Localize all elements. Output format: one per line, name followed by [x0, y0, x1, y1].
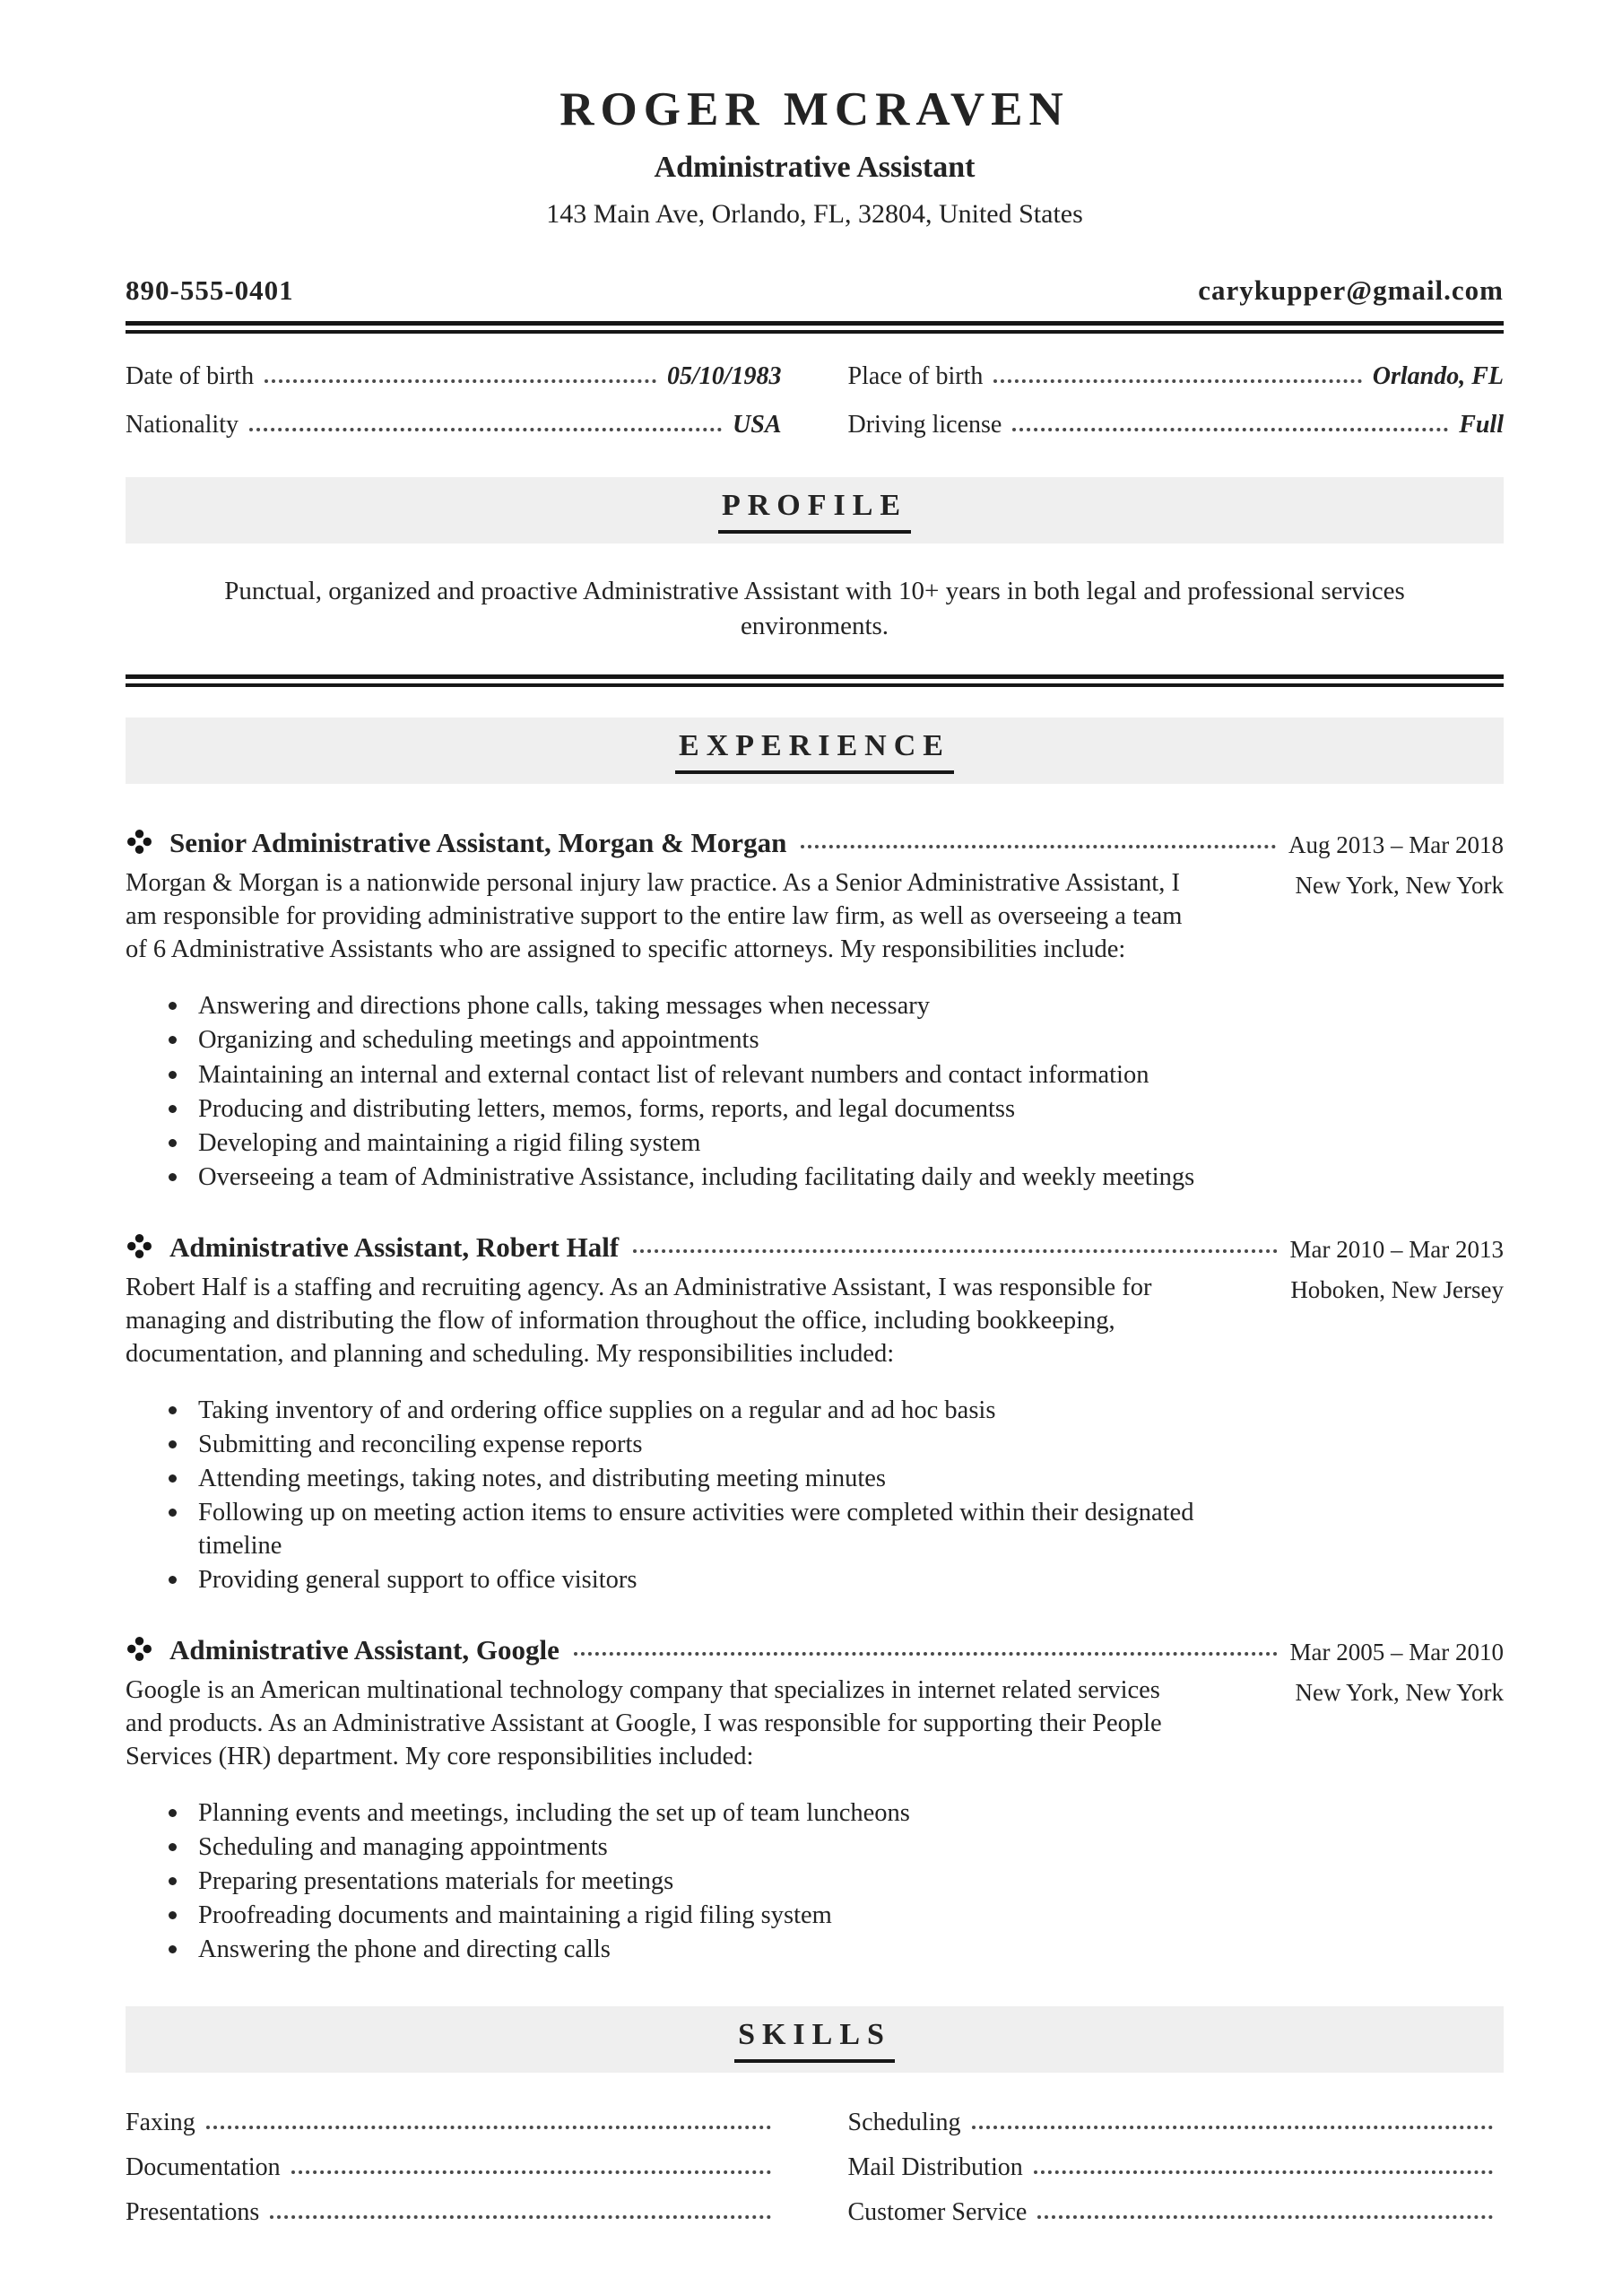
bullet-icon: [169, 1809, 177, 1817]
bullet-icon: [169, 1877, 177, 1885]
job-location: Hoboken, New Jersey: [1290, 1275, 1504, 1303]
job-dates: Aug 2013 – Mar 2018: [1288, 831, 1504, 859]
dotted-leader: [1012, 428, 1448, 431]
divider-rule-top: [126, 321, 1504, 334]
dotted-leader: [1034, 2170, 1493, 2174]
detail-label: Nationality: [126, 411, 239, 439]
list-item: Answering the phone and directing calls: [169, 1933, 1504, 1966]
job-title: Senior Administrative Assistant, Morgan & Morgan: [169, 827, 787, 859]
list-item: Following up on meeting action items to ensure activities were completed within their designated timeline: [169, 1496, 1504, 1562]
bullet-icon: [169, 1071, 177, 1079]
job-dates: Mar 2010 – Mar 2013: [1289, 1235, 1504, 1263]
bullet-icon: [169, 1576, 177, 1584]
bullet-icon: [169, 1945, 177, 1953]
section-band-experience: [126, 718, 1504, 784]
job-body: [126, 1271, 1504, 1596]
detail-label: Driving license: [847, 411, 1002, 439]
job-marker-icon: [127, 830, 152, 854]
list-item: Planning events and meetings, including the set up of team luncheons: [169, 1796, 1504, 1830]
bullet-icon: [169, 1105, 177, 1113]
skill-label: Presentations: [126, 2197, 260, 2226]
list-item: Answering and directions phone calls, taking messages when necessary: [169, 989, 1504, 1022]
detail-row-driving-license: [848, 411, 1505, 439]
bullet-icon: [169, 1440, 177, 1448]
person-name: ROGER MCRAVEN: [559, 83, 1070, 135]
bullet-icon: [169, 1509, 177, 1517]
job-dates: Mar 2005 – Mar 2010: [1289, 1639, 1504, 1666]
detail-value: 05/10/1983: [666, 362, 782, 390]
job-title: Administrative Assistant, Google: [169, 1634, 559, 1666]
skill-row: [126, 2109, 782, 2137]
list-item: Taking inventory of and ordering office supplies on a regular and ad hoc basis: [169, 1394, 1504, 1427]
dotted-leader: [206, 2126, 771, 2129]
detail-label: Place of birth: [847, 362, 984, 390]
dotted-leader: [265, 379, 656, 383]
bullet-icon: [169, 1406, 177, 1414]
job-entry: [126, 1231, 1504, 1596]
list-item: Scheduling and managing appointments: [169, 1831, 1504, 1864]
divider-rule-mid: [126, 674, 1504, 687]
skill-label: Customer Service: [847, 2197, 1028, 2226]
skill-row: [126, 2153, 782, 2182]
job-location: New York, New York: [1295, 872, 1504, 900]
bullet-icon: [169, 1173, 177, 1181]
phone-number: 890-555-0401: [126, 274, 294, 306]
job-description: Robert Half is a staffing and recruiting agency. As an Administrative Assistant, I was responsible for managing and distributing the flow of information throughout the office, including bookkeeping, documentation, and planning and scheduling. My responsibilities included:: [126, 1273, 1152, 1368]
list-item: Preparing presentations materials for meetings: [169, 1865, 1504, 1898]
list-item: Organizing and scheduling meetings and appointments: [169, 1023, 1504, 1057]
detail-value: USA: [733, 411, 782, 439]
list-item: Submitting and reconciling expense reports: [169, 1428, 1504, 1461]
detail-value: Orlando, FL: [1372, 362, 1504, 390]
skill-label: Mail Distribution: [847, 2152, 1023, 2181]
bullet-icon: [169, 1843, 177, 1851]
detail-value: Full: [1459, 411, 1504, 439]
job-body: [126, 1674, 1504, 1966]
dotted-leader: [993, 379, 1361, 383]
dotted-leader: [270, 2215, 770, 2219]
detail-row-place-of-birth: [848, 362, 1505, 391]
dotted-leader: [801, 845, 1276, 848]
detail-label: Date of birth: [126, 362, 255, 390]
profile-text: Punctual, organized and proactive Administrative Assistant with 10+ years in both legal and professional services environments.: [224, 577, 1405, 641]
email-address: carykupper@gmail.com: [1198, 274, 1504, 306]
bullet-icon: [169, 1139, 177, 1147]
skill-label: Documentation: [126, 2152, 281, 2181]
dotted-leader: [633, 1249, 1277, 1253]
list-item: Attending meetings, taking notes, and distributing meeting minutes: [169, 1462, 1504, 1495]
list-item: Proofreading documents and maintaining a rigid filing system: [169, 1899, 1504, 1932]
skill-row: [848, 2153, 1505, 2182]
job-bullet-list: [126, 1796, 1504, 1966]
bullet-icon: [169, 1911, 177, 1919]
profile-heading: PROFILE: [718, 489, 911, 534]
contact-row: [126, 274, 1504, 307]
detail-row-nationality: [126, 411, 782, 439]
skill-label: Faxing: [126, 2108, 195, 2136]
list-item: Developing and maintaining a rigid filing system: [169, 1126, 1504, 1160]
job-head: [126, 1231, 1504, 1264]
person-job-title: Administrative Assistant: [654, 151, 976, 184]
job-bullet-list: [126, 989, 1504, 1193]
bullet-icon: [169, 1002, 177, 1010]
personal-details: [126, 362, 1504, 439]
job-marker-icon: [127, 1637, 152, 1661]
skills-list: [126, 2109, 1504, 2227]
dotted-leader: [574, 1652, 1278, 1656]
job-body: [126, 866, 1504, 1193]
job-description: Google is an American multinational technology company that specializes in internet related services and products. As an Administrative Assistant at Google, I was responsible for supporting their People Services (HR) department. My core responsibilities included:: [126, 1676, 1162, 1771]
list-item: Providing general support to office visitors: [169, 1563, 1504, 1596]
list-item: Overseeing a team of Administrative Assistance, including facilitating daily and weekly meetings: [169, 1161, 1504, 1194]
dotted-leader: [249, 428, 722, 431]
skill-label: Scheduling: [847, 2108, 961, 2136]
job-entry: [126, 1634, 1504, 1966]
skill-row: [126, 2198, 782, 2227]
section-band-skills: [126, 2006, 1504, 2073]
dotted-leader: [1037, 2215, 1493, 2219]
job-head: [126, 827, 1504, 859]
detail-row-date-of-birth: [126, 362, 782, 391]
address: 143 Main Ave, Orlando, FL, 32804, United States: [546, 199, 1083, 229]
job-description: Morgan & Morgan is a nationwide personal injury law practice. As a Senior Administrative Assistant, I am responsible for providing administrative support to the entire law firm, as well as overseeing a team of 6 Administrative Assistants who are assigned to specific attorneys. My responsibilities include:: [126, 869, 1183, 964]
job-marker-icon: [127, 1234, 152, 1258]
job-location: New York, New York: [1295, 1679, 1504, 1707]
bullet-icon: [169, 1474, 177, 1483]
job-bullet-list: [126, 1394, 1504, 1596]
skill-row: [848, 2109, 1505, 2137]
skill-row: [848, 2198, 1505, 2227]
dotted-leader: [972, 2126, 1494, 2129]
dotted-leader: [291, 2170, 771, 2174]
skills-heading: SKILLS: [734, 2018, 895, 2063]
section-band-profile: [126, 477, 1504, 544]
job-head: [126, 1634, 1504, 1666]
job-entry: [126, 827, 1504, 1193]
bullet-icon: [169, 1036, 177, 1044]
list-item: Maintaining an internal and external contact list of relevant numbers and contact information: [169, 1058, 1504, 1091]
list-item: Producing and distributing letters, memos, forms, reports, and legal documentss: [169, 1092, 1504, 1126]
experience-heading: EXPERIENCE: [675, 729, 954, 774]
job-title: Administrative Assistant, Robert Half: [169, 1231, 620, 1263]
